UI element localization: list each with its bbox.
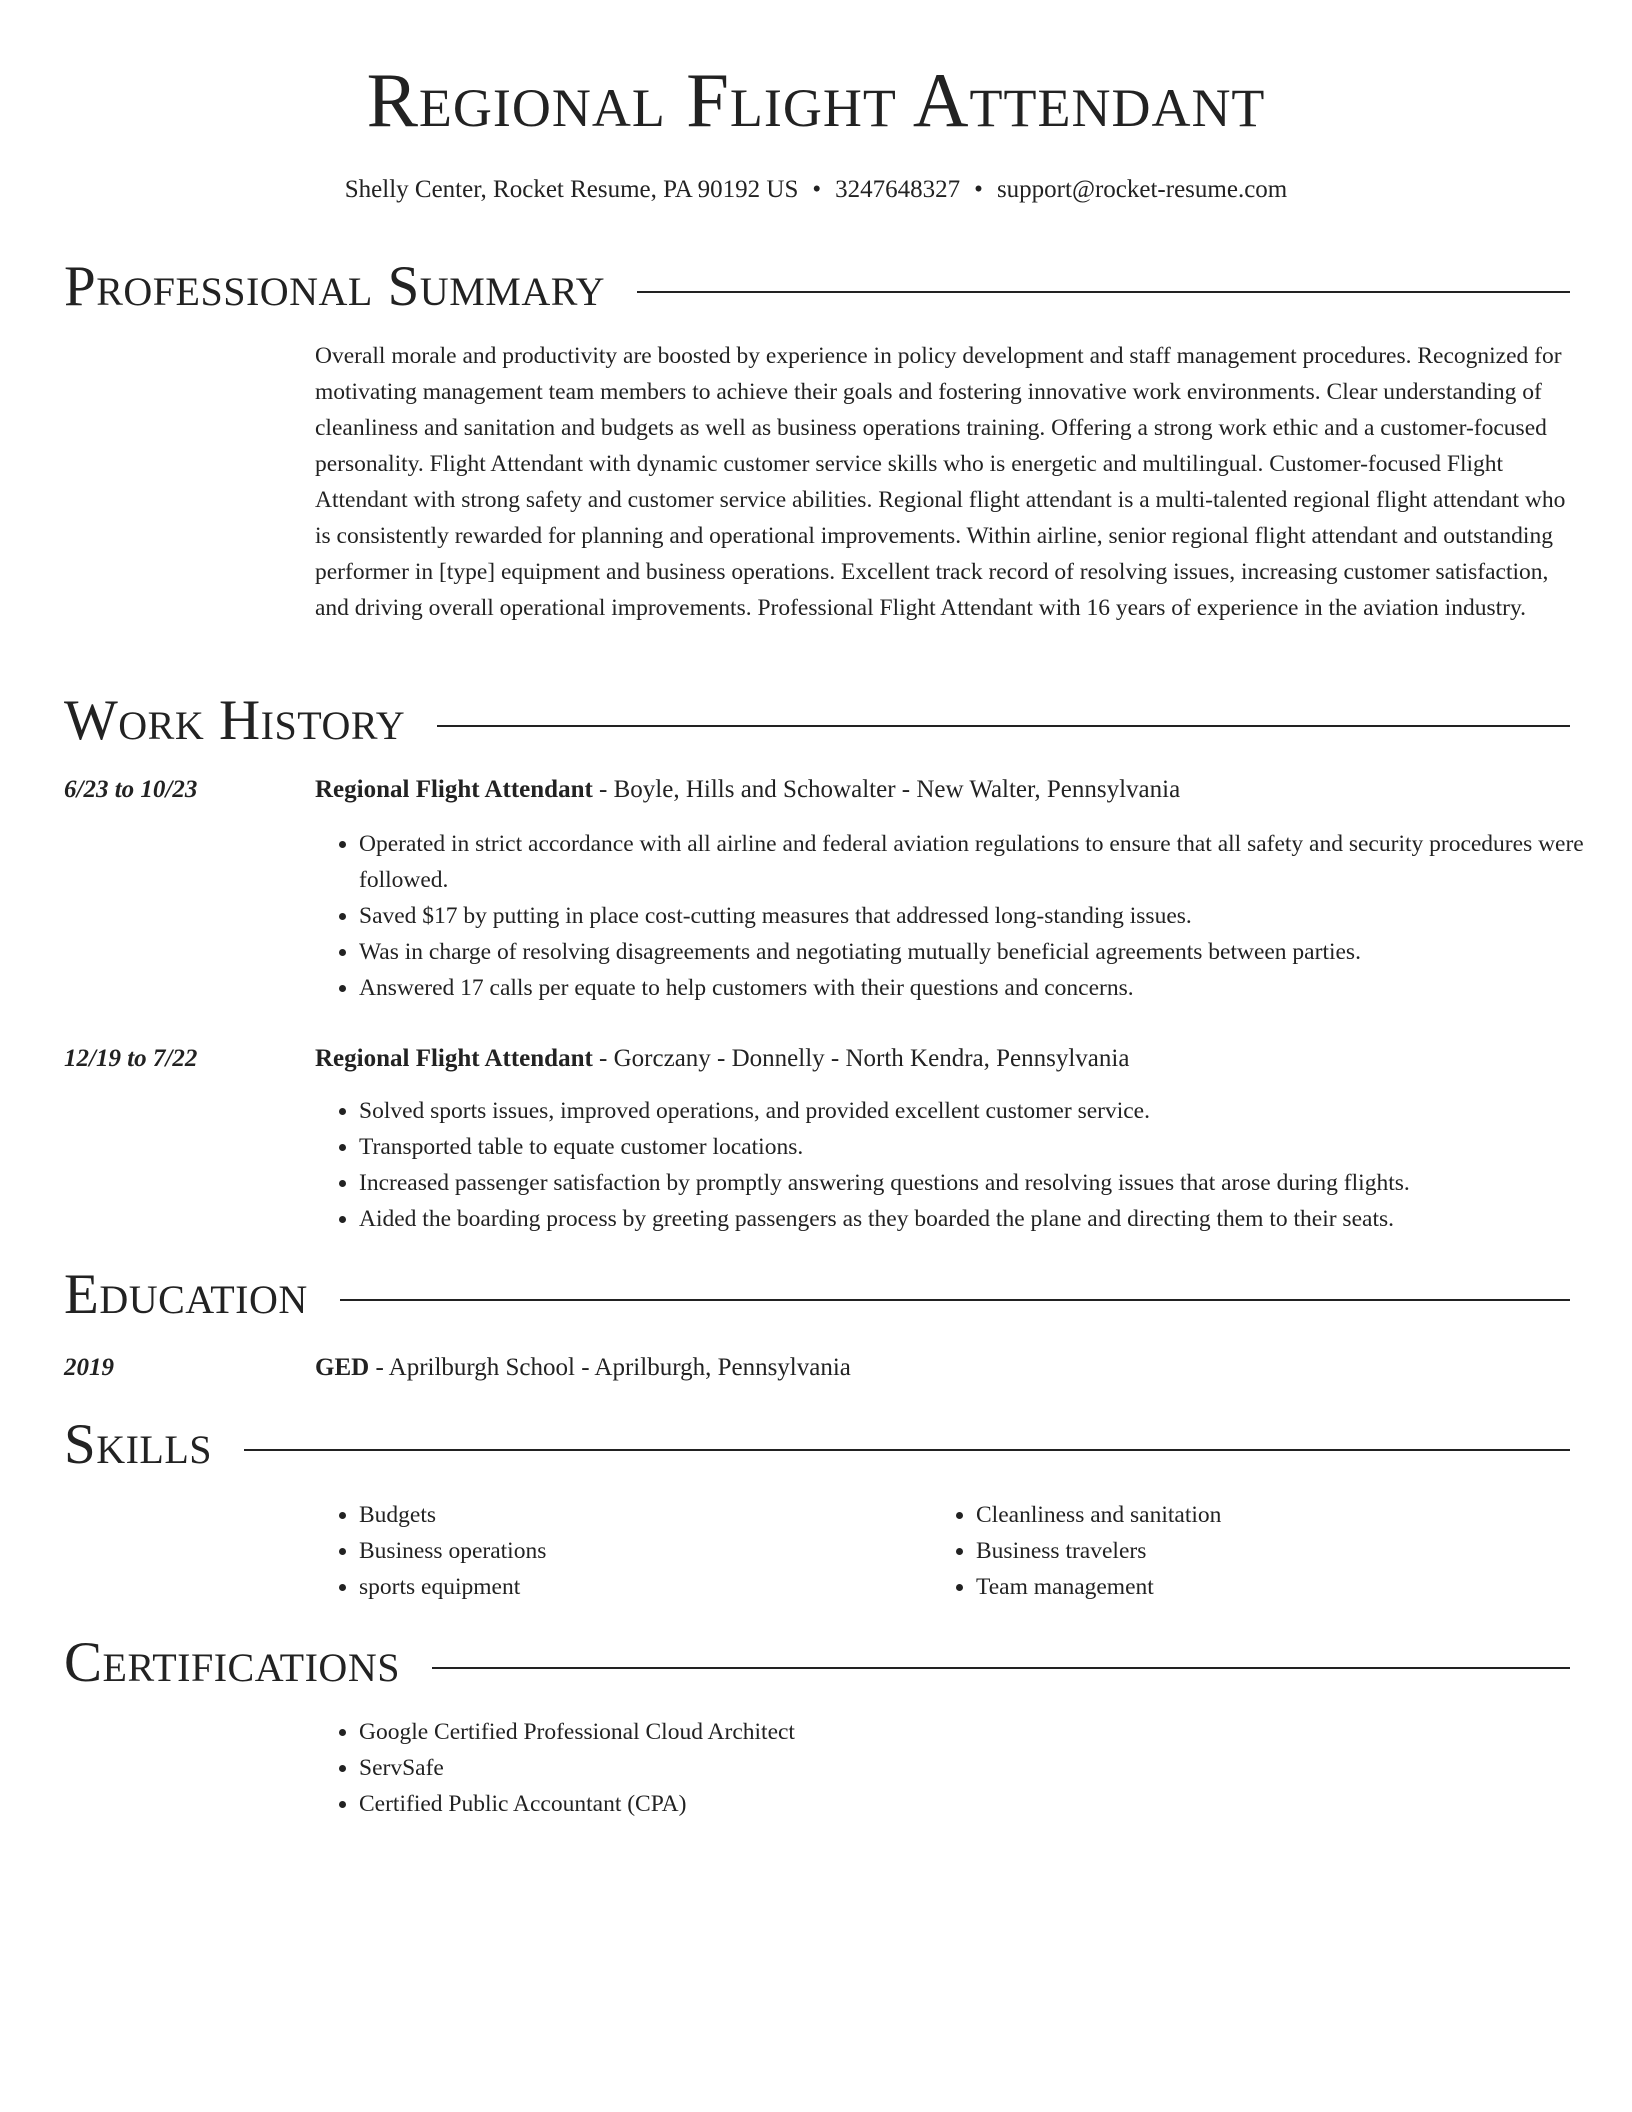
skill-item: • Cleanliness and sanitation: [976, 1497, 1576, 1533]
job-bullets: [315, 826, 1617, 1006]
education-line: [315, 1352, 851, 1385]
job-bullet: • Was in charge of resolving disagreements and negotiating mutually beneficial agreements between parties.: [359, 934, 1617, 970]
job-bullet: • Operated in strict accordance with all airline and federal aviation regulations to ensure that all safety and security procedures were followed.: [359, 826, 1617, 898]
skills-list-right: [932, 1497, 1576, 1605]
job-bullet: • Aided the boarding process by greeting passengers as they boarded the plane and directing them to their seats.: [359, 1201, 1617, 1237]
job-bullet: • Increased passenger satisfaction by promptly answering questions and resolving issues that arose during flights.: [359, 1165, 1617, 1201]
contact-separator: •: [974, 176, 983, 203]
contact-line: [0, 174, 1632, 207]
skill-item: • Business operations: [359, 1533, 919, 1569]
job-bullet: • Saved $17 by putting in place cost-cutting measures that addressed long-standing issues.: [359, 898, 1617, 934]
job-bullet: • Solved sports issues, improved operations, and provided excellent customer service.: [359, 1093, 1617, 1129]
section-divider: [437, 725, 1570, 727]
skill-item: • Team management: [976, 1569, 1576, 1605]
contact-phone: 3247648327: [835, 176, 961, 203]
section-divider: [340, 1299, 1570, 1301]
certification-item: • ServSafe: [359, 1750, 1617, 1786]
skill-item: • Budgets: [359, 1497, 919, 1533]
skill-item: • Business travelers: [976, 1533, 1576, 1569]
skills-list-left: [315, 1497, 919, 1605]
work-section-header: [64, 689, 1570, 752]
education-section-header: [64, 1263, 1570, 1326]
job-title-line: [315, 774, 1180, 807]
contact-email: support@rocket-resume.com: [996, 176, 1288, 203]
section-divider: [244, 1449, 1570, 1451]
job-details: - Boyle, Hills and Schowalter - New Walter, Pennsylvania: [592, 776, 1181, 803]
job-bullets: [315, 1093, 1617, 1237]
contact-address: Shelly Center, Rocket Resume, PA 90192 US: [344, 176, 799, 203]
certifications-section-title: Certifications: [64, 1631, 400, 1694]
skill-item: • sports equipment: [359, 1569, 919, 1605]
certification-item: • Google Certified Professional Cloud Architect: [359, 1714, 1617, 1750]
job-bullet: • Answered 17 calls per equate to help customers with their questions and concerns.: [359, 970, 1617, 1006]
job-role: Regional Flight Attendant: [315, 1045, 593, 1072]
education-section-title: Education: [64, 1263, 308, 1326]
certification-item: • Certified Public Accountant (CPA): [359, 1786, 1617, 1822]
job-title-line: [315, 1043, 1129, 1076]
job-role: Regional Flight Attendant: [315, 776, 593, 803]
contact-separator: •: [812, 176, 822, 203]
education-details: - Aprilburgh School - Aprilburgh, Pennsylvania: [369, 1354, 851, 1381]
education-year: 2019: [64, 1354, 114, 1381]
certifications-section-header: [64, 1631, 1570, 1694]
section-divider: [432, 1667, 1570, 1669]
education-degree: GED: [315, 1354, 370, 1381]
summary-section-header: [64, 255, 1570, 318]
job-bullet: • Transported table to equate customer locations.: [359, 1129, 1617, 1165]
job-dates: 12/19 to 7/22: [64, 1045, 198, 1072]
certifications-list: [315, 1714, 1617, 1822]
job-details: - Gorczany - Donnelly - North Kendra, Pennsylvania: [592, 1045, 1130, 1072]
job-dates: 6/23 to 10/23: [64, 776, 198, 803]
resume-name: Regional Flight Attendant: [366, 57, 1266, 143]
skills-section-header: [64, 1413, 1570, 1476]
section-divider: [637, 291, 1570, 293]
summary-section-title: Professional Summary: [64, 255, 606, 318]
summary-text: Overall morale and productivity are boosted by experience in policy development and staff management procedures. Recognized for motivating management team members to achieve their goals and fostering innovative work environments. Clear understanding of cleanliness and sanitation and budgets as well as business operations training. Offering a strong work ethic and a customer-focused personality. Flight Attendant with dynamic customer service skills who is energetic and multilingual. Customer-focused Flight Attendant with strong safety and customer service abilities. Regional flight attendant is a multi-talented regional flight attendant who is consistently rewarded for planning and operational improvements. Within airline, senior regional flight attendant and outstanding performer in [type] equipment and business operations. Excellent track record of resolving issues, increasing customer satisfaction, and driving overall operational improvements. Professional Flight Attendant with 16 years of experience in the aviation industry.: [315, 343, 1566, 621]
skills-section-title: Skills: [64, 1413, 213, 1476]
work-section-title: Work History: [64, 689, 406, 752]
